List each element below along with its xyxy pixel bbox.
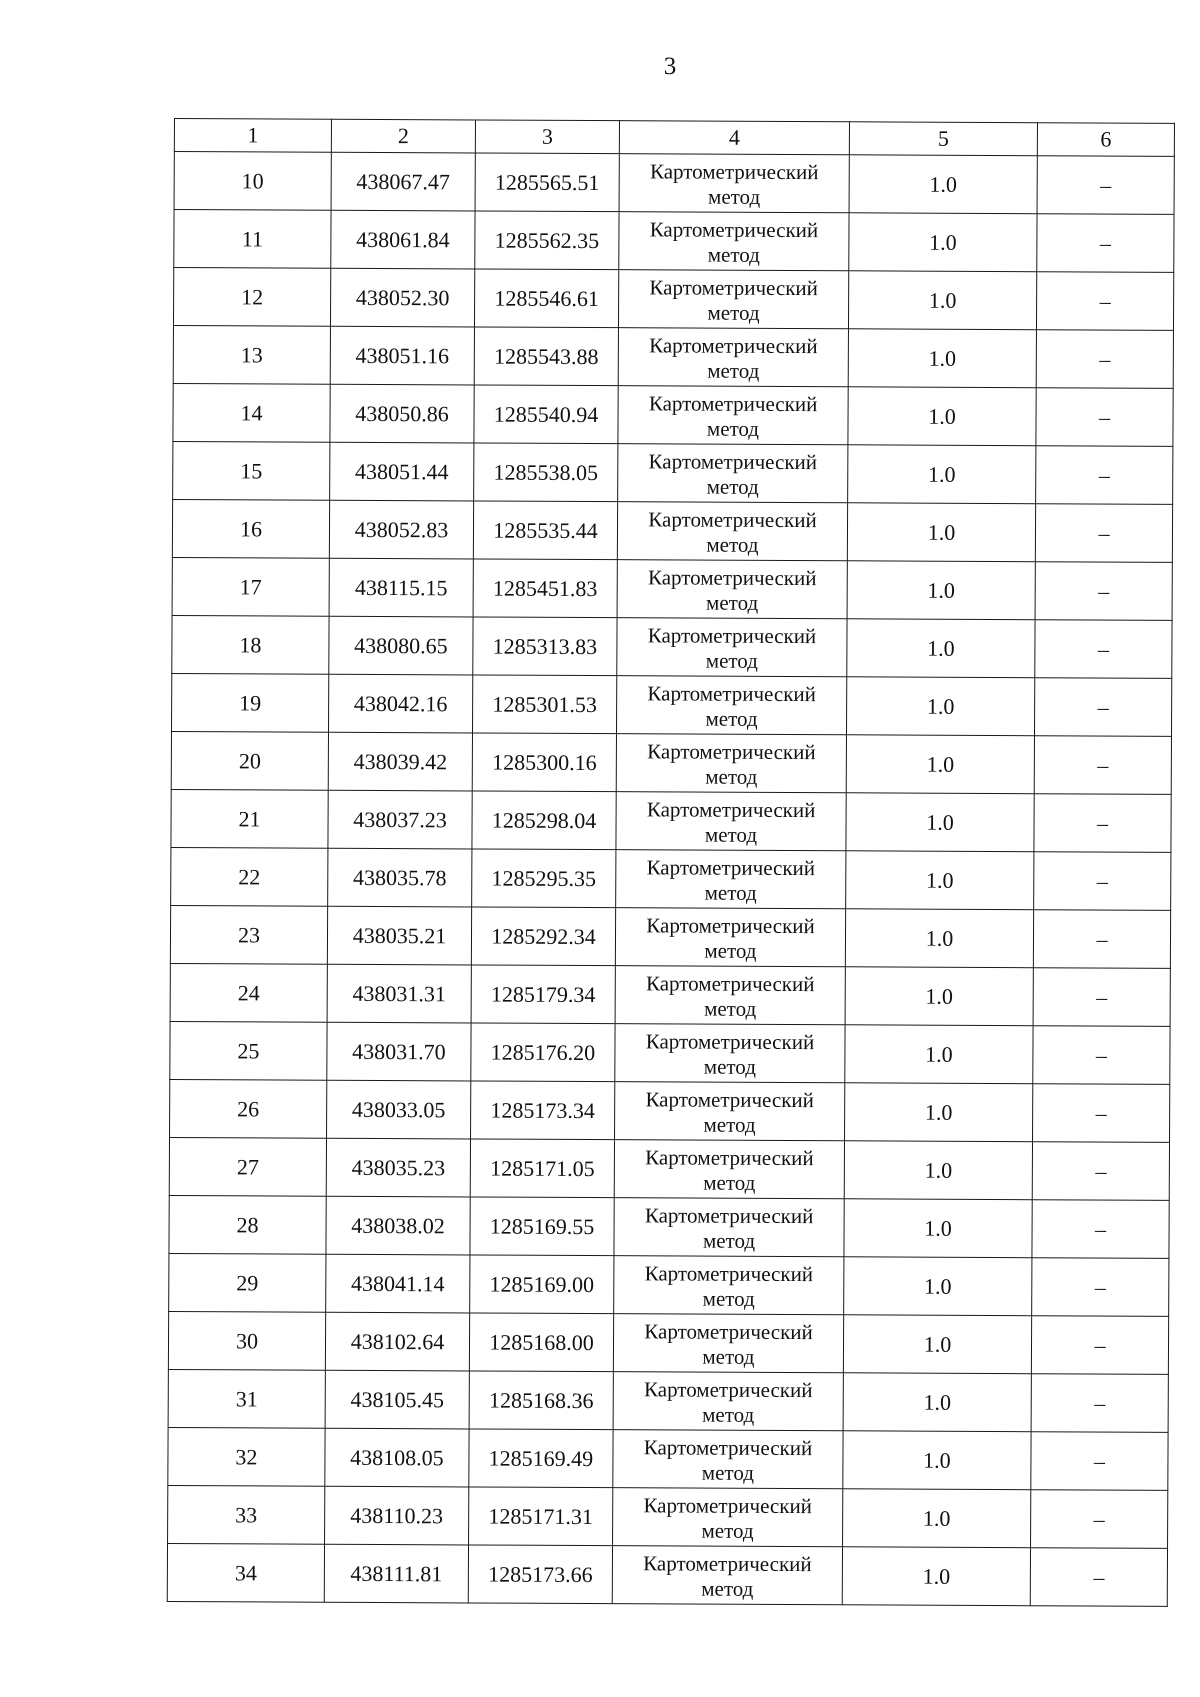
point-number-cell: 10 [174, 152, 331, 211]
method-line-2: метод [706, 474, 759, 499]
note-cell: – [1034, 852, 1171, 911]
table-row [168, 1485, 1168, 1548]
column-header-6: 6 [1037, 123, 1174, 157]
method-cell [613, 1488, 843, 1547]
method-cell [618, 386, 848, 445]
point-number-cell: 23 [170, 905, 327, 964]
coordinate-x-cell: 438108.05 [325, 1428, 469, 1487]
table-row [168, 1427, 1168, 1490]
accuracy-cell: 1.0 [848, 387, 1036, 446]
method-line-1: Картометрический [649, 332, 818, 358]
method-line-2: метод [707, 300, 760, 325]
method-line-1: Картометрический [644, 1202, 814, 1228]
point-number-cell: 21 [171, 789, 328, 848]
coordinate-y-cell: 1285538.05 [474, 443, 618, 502]
point-number-cell: 20 [171, 731, 328, 790]
coordinate-x-cell: 438035.78 [328, 848, 472, 907]
accuracy-cell: 1.0 [846, 851, 1034, 910]
method-line-2: метод [706, 532, 759, 557]
note-cell: – [1037, 214, 1174, 273]
accuracy-cell: 1.0 [842, 1547, 1030, 1606]
method-cell [618, 328, 848, 387]
note-cell: – [1034, 678, 1171, 737]
method-line-2: метод [706, 416, 760, 441]
coordinate-y-cell: 1285173.34 [471, 1081, 615, 1140]
accuracy-cell: 1.0 [846, 677, 1034, 736]
coordinate-x-cell: 438041.14 [326, 1254, 470, 1313]
accuracy-cell: 1.0 [846, 735, 1034, 794]
column-header-5: 5 [849, 122, 1037, 156]
coordinate-y-cell: 1285300.16 [472, 733, 616, 792]
coordinate-x-cell: 438105.45 [325, 1370, 469, 1429]
method-line-2: метод [705, 648, 758, 673]
note-cell: – [1032, 1200, 1169, 1259]
table-row [169, 1253, 1169, 1316]
method-cell [616, 676, 846, 735]
table-row [169, 1195, 1169, 1258]
accuracy-cell: 1.0 [849, 213, 1037, 272]
coordinate-x-cell: 438067.47 [331, 152, 475, 211]
table-row [173, 441, 1173, 504]
method-line-1: Картометрический [647, 680, 816, 706]
point-number-cell: 15 [173, 441, 330, 500]
coordinate-y-cell: 1285169.49 [469, 1429, 613, 1488]
accuracy-cell: 1.0 [848, 445, 1036, 504]
method-cell [616, 792, 846, 851]
coordinate-y-cell: 1285546.61 [474, 269, 618, 328]
table-row [172, 557, 1172, 620]
method-line-1: Картометрический [648, 506, 817, 532]
method-line-2: метод [704, 938, 757, 963]
table-row [170, 1021, 1170, 1084]
method-line-2: метод [708, 184, 761, 209]
table-row [172, 615, 1172, 678]
method-line-1: Картометрический [643, 1492, 813, 1518]
point-number-cell: 19 [172, 673, 329, 732]
coordinate-x-cell: 438033.05 [327, 1080, 471, 1139]
method-line-2: метод [704, 822, 758, 847]
method-line-1: Картометрический [645, 1028, 815, 1054]
method-line-2: метод [703, 1170, 756, 1195]
note-cell: – [1037, 156, 1174, 215]
point-number-cell: 28 [169, 1195, 326, 1254]
coordinate-x-cell: 438115.15 [329, 558, 473, 617]
coordinate-x-cell: 438038.02 [326, 1196, 470, 1255]
accuracy-cell: 1.0 [843, 1315, 1031, 1374]
coordinate-x-cell: 438035.21 [327, 906, 471, 965]
note-cell: – [1033, 1026, 1170, 1085]
coordinate-x-cell: 438061.84 [331, 210, 475, 269]
method-cell [619, 212, 849, 271]
method-cell [619, 154, 849, 213]
method-line-1: Картометрический [649, 274, 818, 300]
method-cell [613, 1372, 843, 1431]
method-line-1: Картометрический [643, 1434, 813, 1460]
table-row [170, 905, 1170, 968]
method-line-1: Картометрический [649, 158, 819, 184]
method-cell [613, 1314, 843, 1373]
note-cell: – [1031, 1490, 1168, 1549]
method-cell [616, 850, 846, 909]
method-line-2: метод [705, 706, 758, 731]
coordinate-y-cell: 1285171.05 [470, 1139, 614, 1198]
coordinate-x-cell: 438035.23 [326, 1138, 470, 1197]
method-line-2: метод [702, 1344, 755, 1369]
note-cell: – [1031, 1316, 1168, 1375]
column-header-2: 2 [331, 119, 475, 153]
coordinate-x-cell: 438052.83 [329, 500, 473, 559]
method-cell [614, 1256, 844, 1315]
table-row [167, 1543, 1167, 1606]
method-line-1: Картометрический [644, 1318, 813, 1344]
note-cell: – [1033, 910, 1170, 969]
method-cell [613, 1430, 843, 1489]
coordinate-x-cell: 438051.44 [330, 442, 474, 501]
method-line-1: Картометрический [644, 1260, 814, 1286]
point-number-cell: 18 [172, 615, 329, 674]
coordinate-y-cell: 1285451.83 [473, 559, 617, 618]
coordinate-y-cell: 1285543.88 [474, 327, 618, 386]
column-header-1: 1 [174, 119, 331, 153]
method-line-2: метод [703, 1112, 756, 1137]
point-number-cell: 17 [172, 557, 329, 616]
note-cell: – [1036, 330, 1173, 389]
coordinate-y-cell: 1285292.34 [471, 907, 615, 966]
note-cell: – [1033, 968, 1170, 1027]
note-cell: – [1035, 620, 1172, 679]
point-number-cell: 27 [169, 1137, 326, 1196]
coordinate-x-cell: 438052.30 [330, 268, 474, 327]
coordinate-y-cell: 1285313.83 [473, 617, 617, 676]
method-line-1: Картометрический [644, 1376, 813, 1402]
table-row [174, 210, 1174, 273]
method-line-1: Картометрический [646, 854, 816, 880]
method-line-2: метод [707, 242, 760, 267]
table-row [173, 268, 1173, 331]
method-line-2: метод [701, 1576, 754, 1601]
coordinate-y-cell: 1285179.34 [471, 965, 615, 1024]
coordinate-y-cell: 1285169.00 [470, 1255, 614, 1314]
coordinate-x-cell: 438111.81 [324, 1544, 468, 1603]
table-row [174, 152, 1174, 215]
note-cell: – [1035, 562, 1172, 621]
method-line-2: метод [702, 1402, 755, 1427]
point-number-cell: 14 [173, 383, 330, 442]
coordinate-x-cell: 438110.23 [325, 1486, 469, 1545]
table-row [172, 673, 1172, 736]
method-line-1: Картометрический [645, 1144, 814, 1170]
table-body [167, 152, 1174, 1607]
accuracy-cell: 1.0 [847, 619, 1035, 678]
coordinate-y-cell: 1285298.04 [472, 791, 616, 850]
point-number-cell: 29 [169, 1253, 326, 1312]
note-cell: – [1033, 1084, 1170, 1143]
table-row [173, 383, 1173, 446]
coordinate-y-cell: 1285168.00 [469, 1313, 613, 1372]
method-line-1: Картометрический [643, 1550, 812, 1576]
method-cell [617, 560, 847, 619]
coordinate-y-cell: 1285173.66 [468, 1545, 612, 1604]
point-number-cell: 22 [171, 847, 328, 906]
accuracy-cell: 1.0 [845, 1083, 1033, 1142]
point-number-cell: 33 [168, 1485, 325, 1544]
point-number-cell: 16 [172, 499, 329, 558]
method-line-2: метод [705, 764, 758, 789]
note-cell: – [1032, 1258, 1169, 1317]
coordinate-x-cell: 438039.42 [328, 732, 472, 791]
coordinate-y-cell: 1285301.53 [472, 675, 616, 734]
method-cell [617, 502, 847, 561]
coordinate-y-cell: 1285295.35 [472, 849, 616, 908]
method-line-2: метод [706, 590, 759, 615]
note-cell: – [1034, 794, 1171, 853]
table-row [170, 963, 1170, 1026]
table-row [172, 499, 1172, 562]
accuracy-cell: 1.0 [843, 1373, 1031, 1432]
method-cell [615, 1082, 845, 1141]
method-line-1: Картометрический [646, 796, 816, 822]
method-line-1: Картометрический [648, 390, 818, 416]
table-row [171, 847, 1171, 910]
note-cell: – [1031, 1432, 1168, 1491]
accuracy-cell: 1.0 [848, 271, 1036, 330]
accuracy-cell: 1.0 [848, 329, 1036, 388]
accuracy-cell: 1.0 [845, 967, 1033, 1026]
point-number-cell: 24 [170, 963, 327, 1022]
point-number-cell: 26 [170, 1079, 327, 1138]
note-cell: – [1036, 388, 1173, 447]
coordinate-x-cell: 438037.23 [328, 790, 472, 849]
method-cell [615, 908, 845, 967]
method-line-1: Картометрический [647, 564, 817, 590]
method-line-2: метод [707, 358, 760, 383]
table-row [170, 1079, 1170, 1142]
method-line-1: Картометрический [646, 912, 815, 938]
accuracy-cell: 1.0 [844, 1199, 1032, 1258]
coordinate-x-cell: 438031.70 [327, 1022, 471, 1081]
coordinate-x-cell: 438102.64 [325, 1312, 469, 1371]
method-cell [618, 270, 848, 329]
point-number-cell: 13 [173, 325, 330, 384]
method-line-1: Картометрический [647, 622, 817, 648]
coordinate-x-cell: 438080.65 [329, 616, 473, 675]
note-cell: – [1031, 1374, 1168, 1433]
column-header-4: 4 [619, 121, 849, 155]
method-cell [614, 1140, 844, 1199]
table-row [168, 1311, 1168, 1374]
accuracy-cell: 1.0 [844, 1141, 1032, 1200]
method-line-2: метод [704, 880, 757, 905]
point-number-cell: 30 [168, 1311, 325, 1370]
point-number-cell: 32 [168, 1427, 325, 1486]
note-cell: – [1032, 1142, 1169, 1201]
table-row [168, 1369, 1168, 1432]
method-line-2: метод [701, 1460, 754, 1485]
coordinate-x-cell: 438042.16 [329, 674, 473, 733]
method-cell [618, 444, 848, 503]
table-row [169, 1137, 1169, 1200]
note-cell: – [1034, 736, 1171, 795]
method-line-2: метод [703, 1054, 756, 1079]
point-number-cell: 34 [167, 1543, 324, 1602]
coordinate-y-cell: 1285168.36 [469, 1371, 613, 1430]
coordinate-x-cell: 438031.31 [327, 964, 471, 1023]
coordinate-y-cell: 1285169.55 [470, 1197, 614, 1256]
table-row [173, 325, 1173, 388]
note-cell: – [1030, 1548, 1167, 1607]
method-line-1: Картометрический [645, 970, 815, 996]
coordinate-y-cell: 1285176.20 [471, 1023, 615, 1082]
method-line-2: метод [701, 1518, 754, 1543]
table-row [171, 789, 1171, 852]
coordinate-y-cell: 1285565.51 [475, 153, 619, 212]
table-row [171, 731, 1171, 794]
accuracy-cell: 1.0 [847, 503, 1035, 562]
method-cell [614, 1198, 844, 1257]
page-number: 3 [663, 53, 677, 80]
method-line-2: метод [702, 1228, 756, 1253]
point-number-cell: 12 [173, 268, 330, 327]
method-cell [616, 734, 846, 793]
note-cell: – [1035, 504, 1172, 563]
coordinate-y-cell: 1285171.31 [469, 1487, 613, 1546]
method-cell [617, 618, 847, 677]
coordinate-y-cell: 1285540.94 [474, 385, 618, 444]
table-header-row [174, 119, 1174, 157]
method-line-2: метод [704, 996, 757, 1021]
coordinates-table-container [167, 118, 1175, 1607]
note-cell: – [1036, 446, 1173, 505]
coordinate-y-cell: 1285562.35 [475, 211, 619, 270]
point-number-cell: 31 [168, 1369, 325, 1428]
accuracy-cell: 1.0 [845, 1025, 1033, 1084]
coordinate-x-cell: 438051.16 [330, 326, 474, 385]
method-cell [612, 1546, 842, 1605]
point-number-cell: 11 [174, 210, 331, 269]
note-cell: – [1036, 272, 1173, 331]
accuracy-cell: 1.0 [843, 1431, 1031, 1490]
coordinate-x-cell: 438050.86 [330, 384, 474, 443]
coordinate-y-cell: 1285535.44 [473, 501, 617, 560]
accuracy-cell: 1.0 [845, 909, 1033, 968]
accuracy-cell: 1.0 [847, 561, 1035, 620]
method-line-1: Картометрический [649, 216, 819, 242]
coordinates-table [167, 118, 1175, 1607]
method-line-1: Картометрический [648, 448, 818, 474]
accuracy-cell: 1.0 [843, 1489, 1031, 1548]
method-line-1: Картометрический [645, 1086, 815, 1112]
accuracy-cell: 1.0 [846, 793, 1034, 852]
method-cell [615, 966, 845, 1025]
accuracy-cell: 1.0 [844, 1257, 1032, 1316]
point-number-cell: 25 [170, 1021, 327, 1080]
accuracy-cell: 1.0 [849, 155, 1037, 214]
method-line-1: Картометрический [647, 738, 816, 764]
method-cell [615, 1024, 845, 1083]
method-line-2: метод [702, 1286, 755, 1311]
column-header-3: 3 [475, 120, 619, 154]
